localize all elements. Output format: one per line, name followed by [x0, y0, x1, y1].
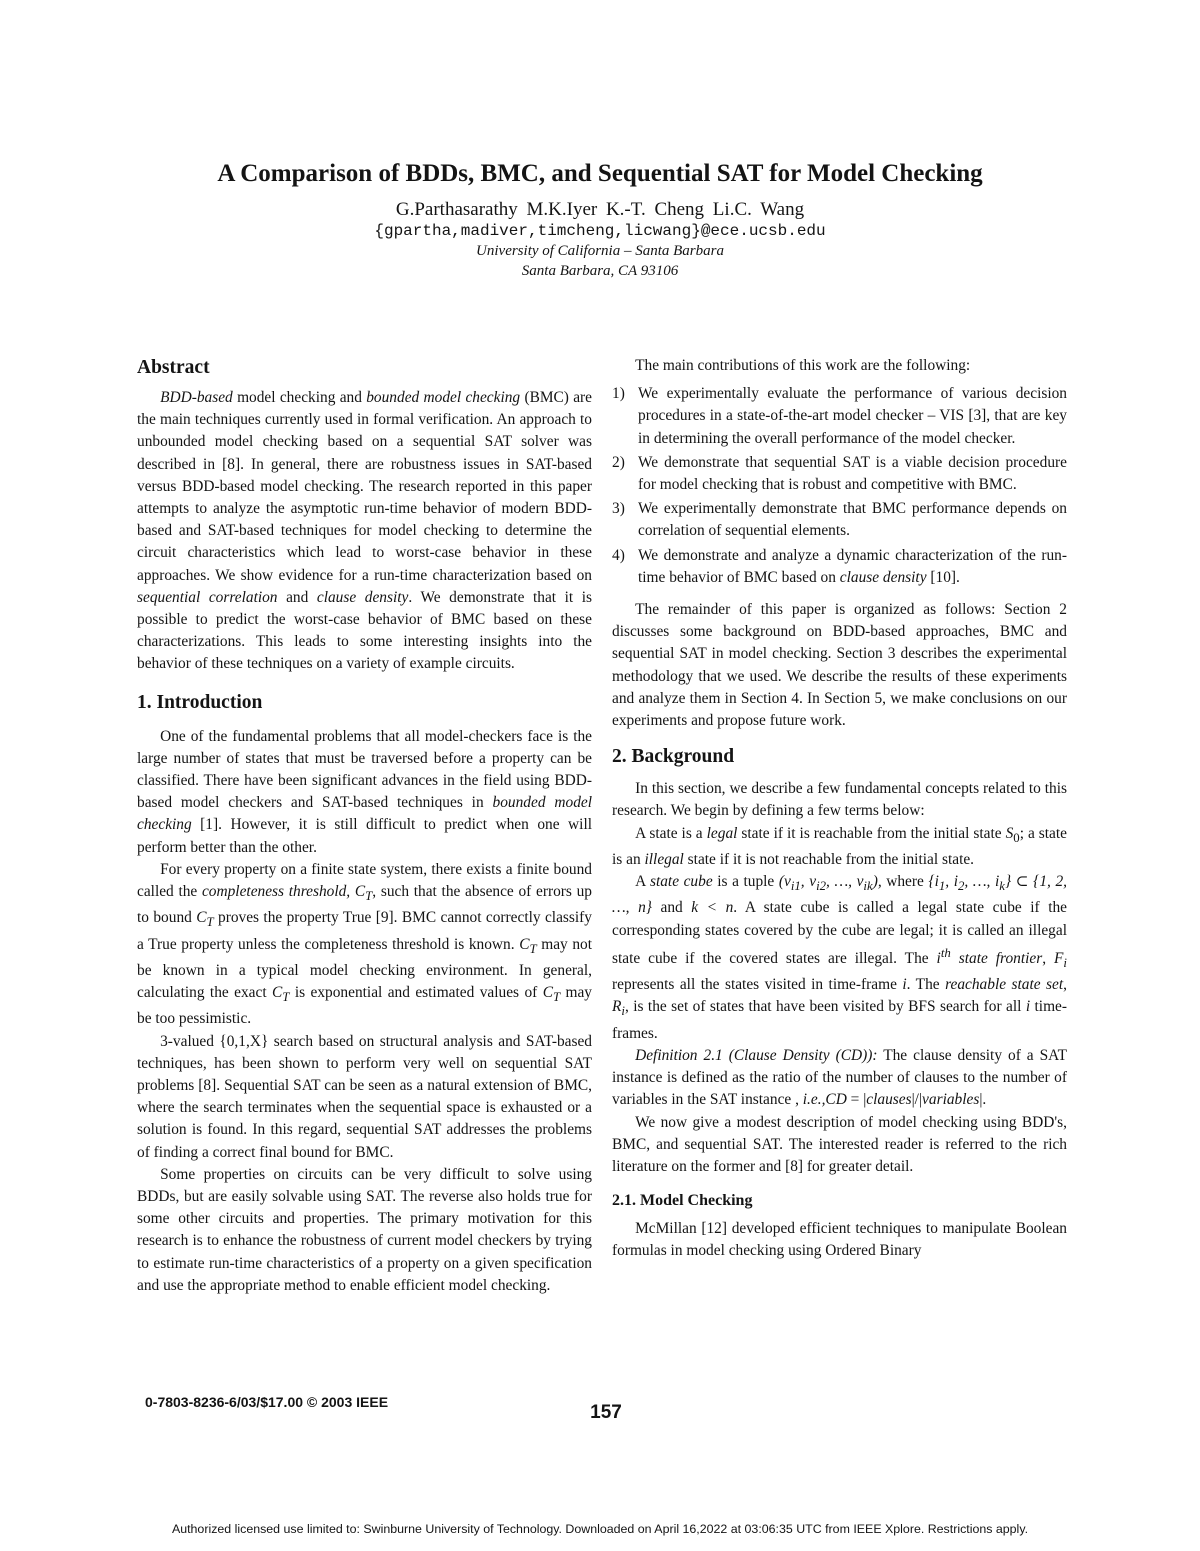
- intro-text: T: [206, 915, 214, 930]
- abstract-text: . We demonstrate that it is possible to predict the worst-case behavior of BMC based on these characterizations. This leads to some interesting insights into the behavior of these techniques on a variety of example circuits.: [137, 588, 592, 673]
- bg-text: state if it is reachable from the initial state: [737, 824, 1006, 842]
- intro-text: proves the property True [9]. BMC cannot correctly classify a True property unless the completeness threshold is known.: [137, 909, 592, 953]
- bg-text: i2: [816, 879, 827, 894]
- intro-text: completeness threshold, C: [201, 883, 366, 901]
- bg-text: legal: [706, 824, 738, 842]
- bg-text: (v: [778, 873, 791, 891]
- contributions-intro: The main contributions of this work are the following:: [635, 357, 971, 374]
- bg-text: A: [635, 873, 650, 891]
- list-item-number: 1): [612, 385, 625, 403]
- bg-text: represents all the states visited in time-frame: [612, 976, 903, 994]
- bg-text: time-frames.: [612, 998, 1068, 1042]
- def-text: Definition 2.1 (Clause Density (CD)):: [635, 1046, 878, 1064]
- intro-text: C: [196, 909, 207, 927]
- abstract-heading: Abstract: [137, 357, 210, 378]
- intro-text: T: [552, 990, 561, 1005]
- def-text: i.e.,CD: [802, 1091, 847, 1109]
- bg-text: F: [1054, 949, 1064, 967]
- abstract-text: (BMC) are the main techniques currently used in formal verification. An approach to unbounded model checking based on a sequential SAT solver was described in [8]. In general, there are robustness issues in SAT-based versus BDD-based model checking. The research reported in this paper attempts to analyze the asymptotic run-time behavior of modern BDD-based and SAT-based techniques for model checking to determine the circuit characteristics which lead to worst-case behavior in these approaches. We show evidence for a run-time characterization based on: [137, 389, 592, 584]
- bg-text: i: [1025, 998, 1031, 1016]
- abstract-text: bounded model checking: [366, 389, 521, 406]
- intro-text: [1]. However, it is still difficult to predict when one will perform better than the other.: [137, 816, 592, 856]
- bg-text: k: [999, 879, 1005, 894]
- bg-text: is a tuple: [712, 873, 779, 891]
- bg-text: . A state cube is called a legal state cube if the corresponding states covered by the cube are legal; it is called an illegal state cube if the covered states are illegal. The: [612, 899, 1068, 967]
- bg-text: state if it is not reachable from the initial state.: [683, 850, 975, 868]
- def-text: The clause density of a SAT instance is defined as the ratio of the number of clauses to the number of variables in the SAT instance ,: [612, 1046, 1067, 1109]
- bg-text: ik: [863, 879, 873, 894]
- remainder-paragraph: The remainder of this paper is organized as follows: Section 2 discusses some background on BDD-based approaches, BMC and sequential SAT in model checking. Section 3 describes the experimental methodology that we used. We describe the results of these experiments and analyze them in Section 4. In Section 5, we make conclusions on our experiments and propose future work.: [612, 601, 1067, 730]
- list-item-number: 4): [612, 546, 625, 564]
- intro-text: T: [529, 941, 537, 956]
- definition-paragraph: [612, 1045, 1067, 1112]
- background-paragraph: We now give a modest description of model checking using BDD's, BMC, and sequential SAT. The interested reader is referred to the rich literature on the former and [8] for greater detail.: [612, 1113, 1067, 1175]
- list-item-text: clause density: [839, 568, 927, 586]
- list-item: [612, 545, 1067, 589]
- abstract-paragraph: [137, 387, 592, 676]
- bg-text: , is the set of states that have been visited by BFS search for all: [624, 998, 1026, 1016]
- download-footer: Authorized licensed use limited to: Swinburne University of Technology. Downloaded on April 16,2022 at 03:06:35 UTC from IEEE Xplore. Restrictions apply.: [171, 1522, 1029, 1536]
- page-number: 157: [590, 1402, 622, 1423]
- bg-text: , v: [800, 873, 817, 891]
- bg-text: . The: [906, 976, 946, 994]
- list-item: [612, 383, 1067, 450]
- bg-text: i: [936, 949, 941, 967]
- location: Santa Barbara, CA 93106: [521, 263, 679, 279]
- bg-text: where: [881, 873, 929, 891]
- bg-text: k < n: [691, 899, 734, 917]
- intro-text: C: [272, 984, 283, 1002]
- intro-text: C: [519, 935, 530, 953]
- intro-text: For every property on a finite state system, there exists a finite bound called the: [137, 860, 592, 901]
- bg-text: ),: [872, 873, 882, 891]
- intro-paragraph: [137, 726, 592, 859]
- author-list: G.Parthasarathy M.K.Iyer K.-T. Cheng Li.C. Wang: [395, 199, 805, 220]
- introduction-heading: 1. Introduction: [137, 691, 263, 713]
- intro-text: T: [282, 990, 290, 1005]
- def-text: |/|: [911, 1091, 923, 1109]
- intro-text: may be too pessimistic.: [137, 984, 592, 1028]
- bg-text: R: [612, 998, 622, 1016]
- abstract-text: model checking and: [232, 389, 367, 406]
- model-checking-paragraph: McMillan [12] developed efficient techniques to manipulate Boolean formulas in model checking using Ordered Binary: [612, 1220, 1067, 1260]
- bg-text: , i: [945, 873, 958, 891]
- bg-text: and: [651, 899, 692, 917]
- background-paragraph: [612, 871, 1067, 1045]
- affiliation: University of California – Santa Barbara: [476, 243, 724, 259]
- abstract-text: BDD-based: [160, 389, 233, 406]
- bg-text: i: [902, 976, 907, 994]
- author-emails: {gpartha,madiver,timcheng,licwang}@ece.ucsb.edu: [374, 222, 826, 240]
- intro-text: C: [542, 984, 553, 1002]
- bg-text: ,: [1063, 976, 1067, 994]
- bg-text: i: [1063, 956, 1067, 971]
- intro-text: may not be known in a typical model checking environment. In general, calculating the exact: [137, 935, 592, 1002]
- list-item: [612, 498, 1067, 542]
- def-text: |.: [979, 1091, 987, 1109]
- list-item-text: We experimentally evaluate the performance of various decision procedures in a state-of-the-art model checker – VIS [3], that are key in determining the overall performance of the model checker.: [638, 385, 1067, 447]
- intro-text: T: [365, 889, 373, 904]
- list-item-number: 3): [612, 500, 625, 518]
- background-paragraph: In this section, we describe a few fundamental concepts related to this research. We begin by defining a few terms below:: [612, 780, 1067, 820]
- abstract-text: sequential correlation: [137, 588, 278, 606]
- list-item: [612, 452, 1067, 496]
- bg-text: state cube: [649, 873, 713, 891]
- list-item-text: [10].: [926, 568, 960, 586]
- intro-text: One of the fundamental problems that all model-checkers face is the large number of states that must be traversed before a property can be classified. There have been significant advances in the field using BDD-based model checkers and SAT-based techniques in: [137, 727, 592, 812]
- right-column: [612, 355, 1067, 1263]
- intro-paragraph: [137, 859, 592, 1031]
- bg-text: A state is a: [635, 824, 707, 842]
- paper-title: A Comparison of BDDs, BMC, and Sequential SAT for Model Checking: [217, 160, 983, 187]
- list-item-text-wrap: [638, 545, 1067, 589]
- bg-text: i1: [790, 879, 801, 894]
- bg-text: i: [621, 1004, 625, 1019]
- background-paragraph: [612, 823, 1067, 871]
- abstract-text: clause density: [316, 588, 409, 606]
- bg-text: 0: [1013, 830, 1020, 845]
- intro-text: bounded model checking: [137, 794, 592, 834]
- intro-paragraph: 3-valued {0,1,X} search based on structural analysis and SAT-based techniques, has been shown to perform very well on sequential SAT problems [8]. Sequential SAT can be seen as a natural extension of BMC, where the search terminates when the sequential space is exhausted or a solution is found. In this regard, sequential SAT addresses the problems of finding a correct final bound for BMC.: [137, 1032, 592, 1161]
- def-text: clauses: [866, 1091, 912, 1109]
- bg-text: state frontier: [950, 949, 1043, 967]
- list-item-text: We demonstrate and analyze a dynamic characterization of the run-time behavior of BMC based on: [638, 546, 1067, 586]
- def-text: variables: [922, 1091, 980, 1109]
- list-item-text: We experimentally demonstrate that BMC performance depends on correlation of sequential elements.: [638, 500, 1067, 540]
- bg-text: ; a state is an: [612, 824, 1067, 868]
- contributions-list: [612, 383, 1067, 589]
- model-checking-heading: 2.1. Model Checking: [612, 1192, 753, 1210]
- background-heading: 2. Background: [612, 746, 735, 768]
- bg-text: , …, v: [826, 873, 864, 891]
- list-item-number: 2): [612, 453, 625, 471]
- list-item-text: We demonstrate that sequential SAT is a viable decision procedure for model checking that is robust and competitive with BMC.: [638, 453, 1067, 494]
- intro-text: , such that the absence of errors up to bound: [137, 883, 592, 927]
- bg-text: 2: [958, 879, 965, 894]
- left-column: [137, 355, 592, 1297]
- bg-text: ,: [1042, 949, 1055, 967]
- bg-text: } ⊂ {1, 2, …, n}: [612, 873, 1067, 917]
- intro-paragraph: Some properties on circuits can be very difficult to solve using BDDs, but are easily solvable using SAT. The reverse also holds true for some other circuits and properties. The primary motivation for this research is to enhance the robustness of current model checkers by trying to estimate run-time characteristics of a property on a given specification and use the appropriate method to enable efficient model checking.: [137, 1165, 592, 1294]
- isbn-copyright: 0-7803-8236-6/03/$17.00 © 2003 IEEE: [145, 1394, 389, 1410]
- bg-text: , …, i: [964, 873, 1000, 891]
- bg-text: illegal: [644, 850, 684, 868]
- intro-text: is exponential and estimated values of: [289, 984, 543, 1002]
- def-text: = |: [846, 1091, 867, 1109]
- bg-text: reachable state set: [945, 976, 1064, 994]
- bg-text: th: [940, 945, 951, 960]
- bg-text: {i: [928, 873, 939, 891]
- abstract-text: and: [277, 588, 317, 606]
- bg-text: 1: [938, 879, 946, 894]
- bg-text: S: [1005, 824, 1014, 842]
